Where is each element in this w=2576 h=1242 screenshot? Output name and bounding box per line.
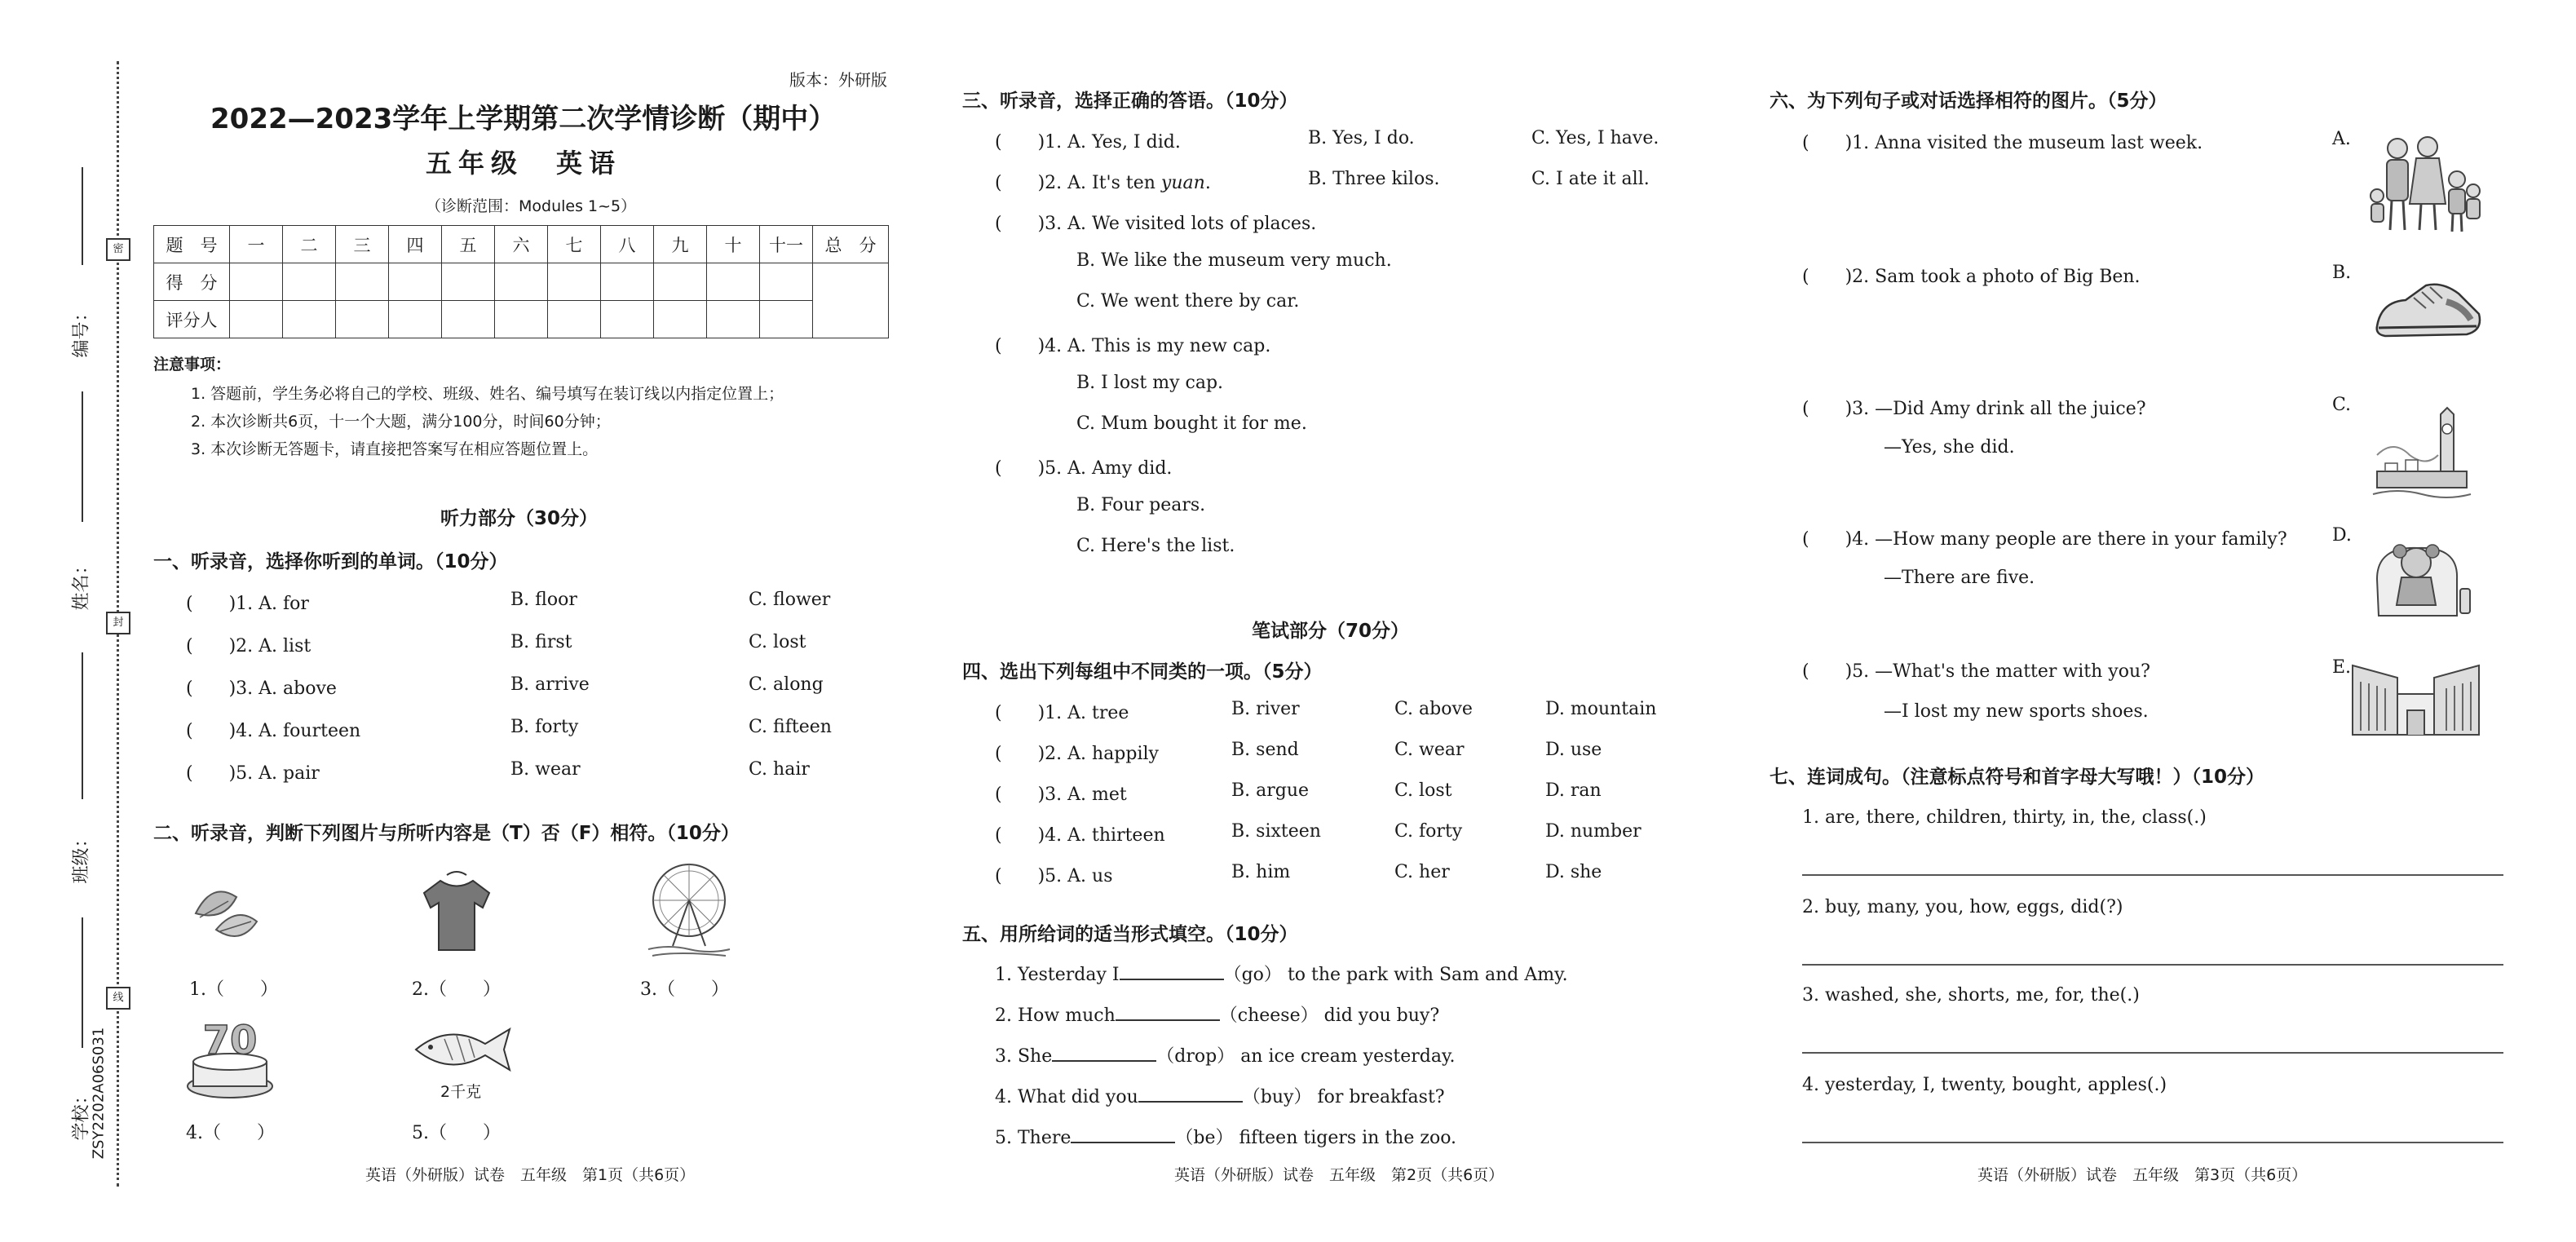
s1-option-b: B. first xyxy=(510,632,572,652)
s4-option: B. sixteen xyxy=(1231,821,1321,842)
s6-item-reply: —There are five. xyxy=(1884,568,2035,588)
pic-letter: A. xyxy=(2332,129,2351,149)
s4-option: C. forty xyxy=(1394,821,1463,842)
s7-item: 2. buy, many, you, how, eggs, did(?) xyxy=(1802,897,2123,917)
s4-option: ( )1. A. tree xyxy=(995,703,1129,723)
score-col: 六 xyxy=(495,226,548,263)
cake-number: 70 xyxy=(202,1018,258,1063)
s6-item-reply: —I lost my new sports shoes. xyxy=(1884,701,2149,722)
s3-option: C. Here's the list. xyxy=(1076,536,1235,556)
s1-option-b: B. wear xyxy=(510,759,581,780)
s4-option: D. number xyxy=(1545,821,1641,842)
s4-option: ( )2. A. happily xyxy=(995,744,1159,764)
note-item: 1. 答题前，学生务必将自己的学校、班级、姓名、编号填写在装订线以内指定位置上； xyxy=(191,385,784,403)
note-item: 3. 本次诊断无答题卡，请直接把答案写在相应答题位置上。 xyxy=(191,440,599,458)
s4-option: C. wear xyxy=(1394,740,1465,760)
fish-weight-caption: 2千克 xyxy=(440,1083,482,1101)
notes-title: 注意事项： xyxy=(153,356,232,373)
score-col: 四 xyxy=(389,226,442,263)
s5-word: （cheese） xyxy=(1219,1006,1319,1026)
s3-option: B. I lost my cap. xyxy=(1076,373,1224,393)
seal-mark-xian: 线 xyxy=(106,987,130,1010)
score-cell[interactable] xyxy=(230,263,283,301)
score-cell[interactable] xyxy=(760,263,813,301)
s3-option: ( )4. A. This is my new cap. xyxy=(995,336,1271,356)
exam-scope: （诊断范围：Modules 1~5） xyxy=(426,197,637,215)
s5-item xyxy=(995,1001,1439,1027)
s1-option-b: B. arrive xyxy=(510,674,590,695)
s6-item-reply: —Yes, she did. xyxy=(1884,437,2015,457)
s7-item: 3. washed, she, shorts, me, for, the(.) xyxy=(1802,985,2140,1006)
s1-option-a: ( )5. A. pair xyxy=(186,763,320,784)
binding-rule xyxy=(82,652,83,799)
score-cell[interactable] xyxy=(601,263,654,301)
s5-text: 4. What did you xyxy=(995,1087,1138,1107)
shirt-illustration xyxy=(416,869,497,958)
score-col: 五 xyxy=(442,226,495,263)
s4-option: D. mountain xyxy=(1545,699,1657,719)
paper-code: ZSY2202A06S031 xyxy=(90,1027,108,1160)
section-1-title: 一、听录音，选择你听到的单词。（10分） xyxy=(153,551,508,572)
s5-text: 2. How much xyxy=(995,1006,1116,1026)
score-col: 二 xyxy=(283,226,336,263)
birthday-cake-illustration xyxy=(183,1011,277,1101)
s5-text: an ice cream yesterday. xyxy=(1240,1046,1456,1067)
score-cell[interactable] xyxy=(442,263,495,301)
fish-illustration xyxy=(408,1021,518,1078)
score-col: 七 xyxy=(548,226,601,263)
s3-option: C. We went there by car. xyxy=(1076,291,1300,312)
s6-item: ( )2. Sam took a photo of Big Ben. xyxy=(1802,267,2141,287)
s4-option: B. send xyxy=(1231,740,1299,760)
score-col-total: 总 分 xyxy=(813,226,889,263)
s5-word: （go） xyxy=(1223,965,1282,985)
s4-option: C. above xyxy=(1394,699,1473,719)
listening-title: 听力部分（30分） xyxy=(440,508,599,529)
s4-option: D. use xyxy=(1545,740,1602,760)
binding-rule xyxy=(82,391,83,522)
answer-blank[interactable] xyxy=(1116,1005,1220,1021)
answer-line[interactable] xyxy=(1802,1052,2503,1054)
exam-subtitle: 五年级 英语 xyxy=(426,148,622,179)
s4-option: ( )3. A. met xyxy=(995,785,1127,805)
section-5-title: 五、用所给词的适当形式填空。（10分） xyxy=(962,924,1298,945)
s5-item xyxy=(995,1042,1455,1067)
seal-mark-mi: 密 xyxy=(106,238,130,261)
grader-cell[interactable] xyxy=(389,301,442,338)
s3-option: C. Mum bought it for me. xyxy=(1076,413,1307,434)
grader-cell[interactable] xyxy=(336,301,389,338)
girl-armchair-illustration xyxy=(2369,530,2475,628)
section-7-title: 七、连词成句。（注意标点符号和首字母大写哦！）（10分） xyxy=(1770,767,2265,788)
section-3-title: 三、听录音，选择正确的答语。（10分） xyxy=(962,91,1298,112)
page-footer: 英语（外研版）试卷 五年级 第3页（共6页） xyxy=(1977,1166,2308,1184)
s3-option: B. Four pears. xyxy=(1076,495,1206,515)
grader-cell[interactable] xyxy=(601,301,654,338)
s4-option: B. argue xyxy=(1231,780,1310,801)
s5-text: did you buy? xyxy=(1323,1006,1440,1026)
s5-item xyxy=(995,1124,1456,1149)
score-total-cell[interactable] xyxy=(813,263,889,338)
score-table xyxy=(153,225,889,338)
pic-letter: D. xyxy=(2332,525,2352,546)
score-cell[interactable] xyxy=(336,263,389,301)
grader-cell[interactable] xyxy=(760,301,813,338)
grader-cell[interactable] xyxy=(548,301,601,338)
s3-option: B. Yes, I do. xyxy=(1308,128,1415,148)
pic-letter: E. xyxy=(2332,657,2352,678)
score-cell[interactable] xyxy=(389,263,442,301)
s1-option-a: ( )4. A. fourteen xyxy=(186,721,361,741)
grader-cell[interactable] xyxy=(283,301,336,338)
pic-label: 4.（ ） xyxy=(186,1123,275,1143)
binding-rule xyxy=(82,167,83,265)
score-cell[interactable] xyxy=(654,263,707,301)
s1-option-c: C. hair xyxy=(749,759,810,780)
grader-cell[interactable] xyxy=(495,301,548,338)
number-label: 编号： xyxy=(71,303,92,358)
s1-option-a: ( )1. A. for xyxy=(186,594,309,614)
big-ben-illustration xyxy=(2369,406,2475,504)
s1-option-c: C. flower xyxy=(749,590,831,610)
seal-mark-feng: 封 xyxy=(106,612,130,634)
class-label: 班级： xyxy=(71,829,92,884)
s1-option-c: C. lost xyxy=(749,632,806,652)
s5-text: to the park with Sam and Amy. xyxy=(1287,965,1568,985)
s5-word: （drop） xyxy=(1156,1046,1235,1067)
grader-cell[interactable] xyxy=(442,301,495,338)
s4-option: D. she xyxy=(1545,862,1602,882)
s6-item: ( )1. Anna visited the museum last week. xyxy=(1802,133,2203,153)
answer-line[interactable] xyxy=(1802,874,2503,876)
page-footer: 英语（外研版）试卷 五年级 第2页（共6页） xyxy=(1174,1166,1505,1184)
s7-item: 1. are, there, children, thirty, in, the, class(.) xyxy=(1802,807,2207,828)
answer-line[interactable] xyxy=(1802,964,2503,966)
s3-option-text: . xyxy=(1204,173,1211,193)
answer-blank[interactable] xyxy=(1120,964,1224,980)
score-cell[interactable] xyxy=(495,263,548,301)
score-cell[interactable] xyxy=(707,263,760,301)
s3-option: ( )5. A. Amy did. xyxy=(995,458,1173,479)
museum-illustration xyxy=(2348,657,2483,739)
s4-option: D. ran xyxy=(1545,780,1602,801)
s4-option: ( )5. A. us xyxy=(995,866,1113,886)
s4-option: B. him xyxy=(1231,862,1291,882)
s5-text: fifteen tigers in the zoo. xyxy=(1239,1128,1457,1148)
score-row-header: 得 分 xyxy=(154,263,230,301)
s5-text: 3. She xyxy=(995,1046,1053,1067)
pic-label: 2.（ ） xyxy=(412,979,501,1000)
answer-blank[interactable] xyxy=(1052,1045,1156,1062)
pic-label: 5.（ ） xyxy=(412,1123,501,1143)
s3-option: B. We like the museum very much. xyxy=(1076,250,1392,271)
grader-cell[interactable] xyxy=(654,301,707,338)
binding-rule xyxy=(82,917,83,1048)
pic-letter: B. xyxy=(2332,263,2352,283)
page-footer: 英语（外研版）试卷 五年级 第1页（共6页） xyxy=(365,1166,696,1184)
score-cell[interactable] xyxy=(548,263,601,301)
s5-text: 5. There xyxy=(995,1128,1071,1148)
s4-option: C. lost xyxy=(1394,780,1452,801)
sports-shoe-illustration xyxy=(2369,269,2487,347)
s1-option-b: B. floor xyxy=(510,590,577,610)
section-2-title: 二、听录音，判断下列图片与所听内容是（T）否（F）相符。（10分） xyxy=(153,823,740,844)
s3-option-text: ( )2. A. It's ten xyxy=(995,173,1161,193)
s1-option-a: ( )3. A. above xyxy=(186,678,337,699)
s4-option: C. her xyxy=(1394,862,1450,882)
s3-option: ( )1. A. Yes, I did. xyxy=(995,132,1181,152)
score-row-header: 题 号 xyxy=(154,226,230,263)
s5-text: 1. Yesterday I xyxy=(995,965,1120,985)
note-item: 2. 本次诊断共6页，十一个大题，满分100分，时间60分钟； xyxy=(191,413,611,431)
s1-option-c: C. fifteen xyxy=(749,717,832,737)
pic-label: 1.（ ） xyxy=(189,979,278,1000)
pic-letter: C. xyxy=(2332,395,2352,415)
score-row-header: 评分人 xyxy=(154,301,230,338)
score-col: 十 xyxy=(707,226,760,263)
family-illustration xyxy=(2369,130,2483,236)
s5-text: for breakfast? xyxy=(1317,1087,1445,1107)
s3-option: ( )3. A. We visited lots of places. xyxy=(995,214,1317,234)
score-col: 八 xyxy=(601,226,654,263)
section-4-title: 四、选出下列每组中不同类的一项。（5分） xyxy=(962,661,1323,683)
score-col: 三 xyxy=(336,226,389,263)
answer-blank[interactable] xyxy=(1138,1086,1243,1103)
s1-option-a: ( )2. A. list xyxy=(186,636,312,656)
s4-option: B. river xyxy=(1231,699,1300,719)
s6-item: ( )5. —What's the matter with you? xyxy=(1802,661,2150,682)
s6-item: ( )4. —How many people are there in your family? xyxy=(1802,529,2287,550)
s5-word: （buy） xyxy=(1242,1087,1312,1107)
s3-option-emphasis: yuan xyxy=(1160,173,1205,193)
name-label: 姓名： xyxy=(71,556,92,611)
s3-option: B. Three kilos. xyxy=(1308,169,1440,189)
ferris-wheel-illustration xyxy=(644,858,734,960)
s3-option xyxy=(995,169,1211,194)
edition-label: 版本：外研版 xyxy=(789,70,887,90)
s1-option-c: C. along xyxy=(749,674,824,695)
grader-cell[interactable] xyxy=(707,301,760,338)
pic-label: 3.（ ） xyxy=(640,979,729,1000)
s1-option-b: B. forty xyxy=(510,717,579,737)
writing-title: 笔试部分（70分） xyxy=(1252,621,1410,642)
school-label: 学校： xyxy=(71,1086,92,1141)
score-col: 九 xyxy=(654,226,707,263)
leaves-illustration xyxy=(179,873,269,954)
s5-word: （be） xyxy=(1175,1128,1234,1148)
s4-option: ( )4. A. thirteen xyxy=(995,825,1165,846)
s3-option: C. Yes, I have. xyxy=(1531,128,1659,148)
s5-item xyxy=(995,1083,1445,1108)
score-cell[interactable] xyxy=(283,263,336,301)
s6-item: ( )3. —Did Amy drink all the juice? xyxy=(1802,399,2146,419)
score-col: 十一 xyxy=(760,226,813,263)
answer-line[interactable] xyxy=(1802,1142,2503,1143)
s5-item xyxy=(995,961,1568,986)
section-6-title: 六、为下列句子或对话选择相符的图片。（5分） xyxy=(1770,91,2167,112)
score-col: 一 xyxy=(230,226,283,263)
answer-blank[interactable] xyxy=(1071,1127,1175,1143)
exam-title: 2022—2023学年上学期第二次学情诊断（期中） xyxy=(210,103,837,135)
s7-item: 4. yesterday, I, twenty, bought, apples(.) xyxy=(1802,1075,2167,1095)
s3-option: C. I ate it all. xyxy=(1531,169,1650,189)
grader-cell[interactable] xyxy=(230,301,283,338)
